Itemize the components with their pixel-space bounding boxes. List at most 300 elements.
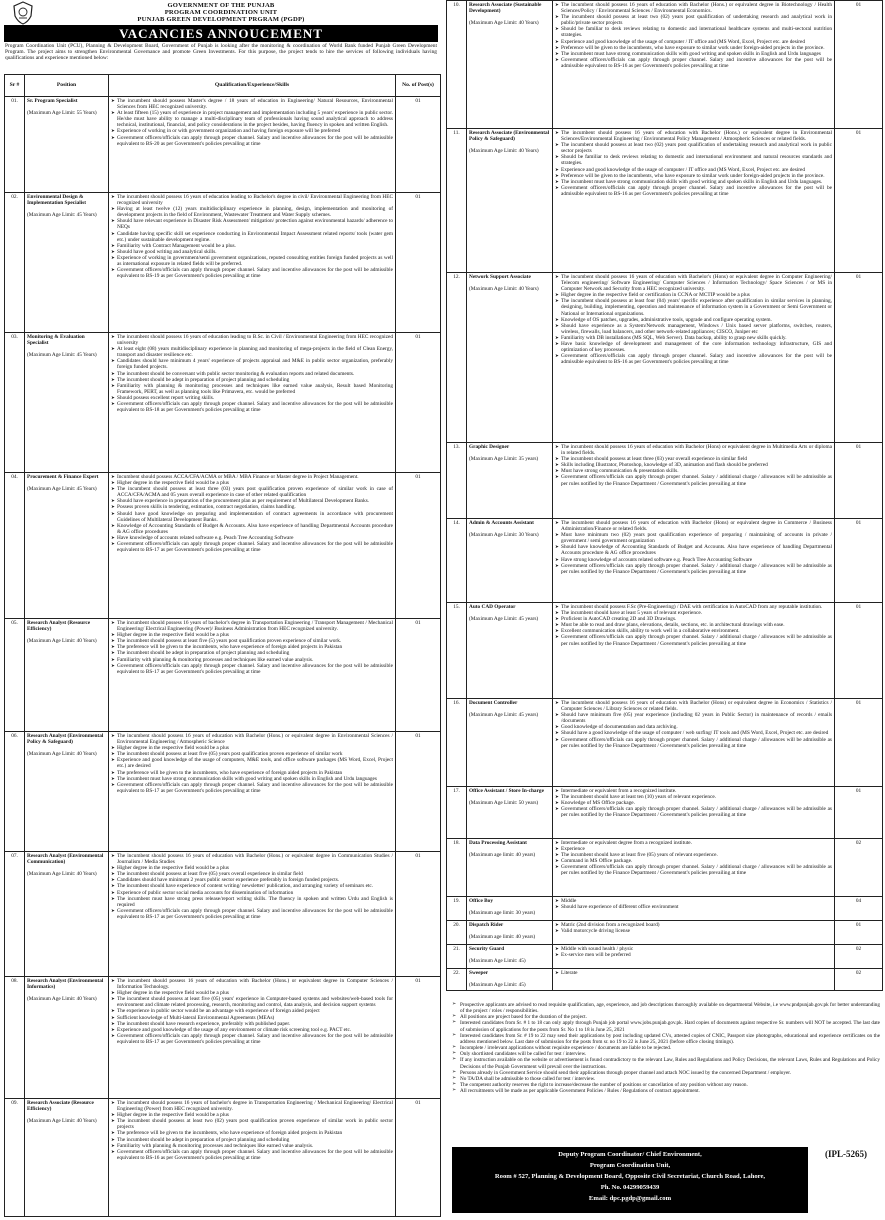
vacancy-qualification [553, 945, 835, 969]
vacancy-sr: 01. [5, 97, 25, 193]
qualification-item: ➤ Experience of working in government/semi government organizations, reputed consulting entities foreign funded projects as well as international exposure in related fields will be preferred. [111, 255, 393, 267]
vacancy-row [447, 921, 883, 945]
vacancy-position [467, 443, 553, 519]
qualification-item: ➤ Government officers/officials can apply through proper channel. Salary and incentive allowances for the post will be admissible equivalent to BS-16 as per Government's policies prevailing at time [111, 1149, 393, 1161]
vacancy-position [467, 787, 553, 839]
qualification-item: ➤ The incumbent should possess at least four (04) years' specific experience after qualification in similar services in planning, designing, building, implementing, operation and maintenance of information system in a Government or Semi Government or National or International organizations. [555, 298, 832, 316]
qualification-item: ➤ The experience in public sector would be an advantage with experience of foreign aided project [111, 1008, 393, 1014]
vacancy-row [5, 193, 441, 333]
qualification-item: ➤ Should be familiar to desk reviews relating to domestic and international healthcare systems and multi-sectoral nutrition strategies. [555, 26, 832, 38]
qualification-item: ➤ The incumbent should possess at least five (05) years post qualification proven experience of similar work [111, 751, 393, 757]
vacancy-row [447, 603, 883, 699]
vacancy-row [5, 977, 441, 1099]
vacancy-post-count: 04 [835, 897, 883, 921]
vacancy-position [25, 852, 109, 977]
qualification-item: ➤ The incumbent should possess 16 years of education leading to Bachelor's degree in civil/ Environmental Engineering from HEC recognized university [111, 194, 393, 206]
vacancy-qualification [553, 273, 835, 443]
position-title: Research Associate (Environmental Policy & Safeguard) [469, 130, 550, 143]
qualification-item: ➤ The incumbent should have at least five (05) years of relevant experience. [555, 852, 832, 858]
vacancy-sr: 05. [5, 619, 25, 732]
position-age-limit: (Maximum Age Limit: 50 years) [469, 800, 539, 807]
ipl-code: (IPL-5265) [825, 1149, 867, 1159]
position-age-limit: (Maximum Age Limit: 45) [469, 982, 526, 989]
vacancy-sr: 22. [447, 969, 467, 991]
position-age-limit: (Maximum Age Limit: 40 Years) [469, 148, 539, 155]
qualification-item: ➤ Government officers/officials can apply through proper channel. Salary and incentive allowances for the post will be admissible equivalent to BS-17 as per Government's policies prevailing at time [111, 663, 393, 675]
column-header-posts: No. of Post(s) [396, 75, 441, 97]
vacancy-position [25, 732, 109, 852]
qualification-item: ➤ Experience and good knowledge of the usage of computer / IT office and (MS Word, Excel, Project etc. are desired [555, 167, 832, 173]
qualification-item: ➤ Experience and good knowledge of the usage of computers, M&E tools, and office software packages (MS Word, Excel, Project etc.) are desired [111, 757, 393, 769]
vacancy-position [25, 473, 109, 619]
vacancy-position [25, 977, 109, 1099]
vacancy-sr: 09. [5, 1099, 25, 1217]
vacancy-qualification [109, 619, 396, 732]
position-age-limit: (Maximum Age Limit: 55 Years) [27, 110, 97, 117]
instruction-item: ➢ Incomplete / irrelevant applications without requisite experience / documents are liable to be rejected. [452, 1045, 880, 1051]
qualification-item: ➤ Familiarity with planning & monitoring processes and techniques like earned value analysis, Result based Monitoring Framework, PERT, as well as planning tools like Primavera, etc. would be preferred [111, 383, 393, 395]
position-age-limit: (Maximum Age Limit: 40 Years) [27, 996, 97, 1003]
position-title: Office Boy [469, 898, 493, 904]
qualification-item: ➤ Higher degree in the respective field would be a plus [111, 1112, 393, 1118]
qualification-item: ➤ Government officers/officials can apply through proper channel. Salary and incentive allowances for the post will be admissible equivalent to BS-17 as per Government's policies prevailing at time [111, 782, 393, 794]
qualification-item: ➤ Familiarity with planning & monitoring processes and techniques like earned value analysis. [111, 1143, 393, 1149]
instruction-item: ➢ Interested candidates from Sr. # 1 to 18 can only apply through Punjab job portal www.jobs.punjab.gov.pk. Hard copies of documents against respective Sr. numbers will NOT be accepted. The last date of submission of applications for the posts from Sr. No 1 to 18 is June 25, 2021 [452, 1020, 880, 1032]
qualification-item: ➤ Familiarity with DB installations (MS SQL, Web Server). Data backup, ability to grasp new skills quickly. [555, 335, 832, 341]
vacancy-post-count: 01 [835, 129, 883, 273]
qualification-item: ➤ Government officers/officials can apply through proper channel. Salary and incentive allowances for the post will be admissible equivalent to BS-16 as per Government's policies prevailing at time [555, 57, 832, 69]
qualification-item: ➤ Sufficient knowledge of Multi-lateral Environmental Agreements (MEAs) [111, 1015, 393, 1021]
vacancy-row [447, 699, 883, 787]
qualification-item: ➤ The incumbent should possess 16 years of education with Bachelor (Hons.) or equivalent degree in Environmental Sciences/Environmental Engineering / Environmental Policy Management / Atmospheric Sciences or related fields. [555, 130, 832, 142]
vacancy-row [5, 333, 441, 473]
vacancy-post-count: 01 [835, 921, 883, 945]
qualification-item: ➤ Should have a good knowledge of the usage of computer / web surfing/ IT tools and (MS Word, Excel, Project etc. are desired [555, 730, 832, 736]
vacancy-post-count: 01 [835, 1, 883, 129]
vacancies-table-right [446, 0, 883, 991]
vacancy-row [447, 519, 883, 603]
position-title: Security Guard [469, 946, 505, 952]
vacancy-sr: 18. [447, 839, 467, 897]
qualification-item: ➤ Have strong knowledge of accounts related software e.g. Peach Tree Accounting Software [555, 557, 832, 563]
vacancy-sr: 15. [447, 603, 467, 699]
qualification-item: ➤ Have basic knowledge of development and management of the core information technology infrastructure, GIS and optimization of key processes. [555, 341, 832, 353]
vacancy-row [447, 129, 883, 273]
qualification-item: ➤ The incumbent should have experience of content writing/ newsletter/ publication, and arranging variety of seminars etc. [111, 883, 393, 889]
vacancy-post-count: 01 [396, 977, 441, 1099]
qualification-item: ➤ Familiarity with Contract Management would be a plus. [111, 243, 393, 249]
vacancy-qualification [109, 333, 396, 473]
qualification-item: ➤ Government officers/officials can apply through proper channel. Salary / additional charge / allowances will be admissible as per rules notified by the Finance Department / Government's policies prevailing at time [555, 806, 832, 818]
vacancy-position [467, 129, 553, 273]
position-title: Data Processing Assistant [469, 840, 527, 846]
vacancy-row [447, 273, 883, 443]
qualification-item: ➤ The incumbent should possess at least five (05) years' experience in Computer-based systems and websites/web-based tools for environment and climate related processing, research, monitoring and control, data analysis, and decision support systems [111, 996, 393, 1008]
vacancy-row [447, 443, 883, 519]
qualification-item: ➤ Candidates should have minimum 4 years' experience of projects appraisal and M&E in public sector organization, preferably foreign funded projects. [111, 358, 393, 370]
qualification-item: ➤ Having at least twelve (12) years multidisciplinary experience in planning, design, implementation and monitoring of development projects in the field of Environment, Wastewater Treatment and Water Supply schemes. [111, 206, 393, 218]
qualification-item: ➤ Knowledge of Accounting Standards of Budget & Accounts. Also have experience of handling Departmental Accounts procedure & AG office procedures [111, 523, 393, 535]
qualification-item: ➤ Government officers/officials can apply through proper channel. Salary and incentive allowances for the post will be admissible equivalent to BS-16 as per Government's policies prevailing at time [555, 353, 832, 365]
vacancy-post-count: 01 [835, 273, 883, 443]
program-title: PUNJAB GREEN DEVELOPMENT PRGRAM (PGDP) [137, 16, 305, 24]
qualification-item: ➤ Candidate having specific skill set experience conducting in Environmental Impact Assessment related reports/ tools (water gem etc.) under sustainable development regime. [111, 231, 393, 243]
qualification-item: ➤ Government officers/officials can apply through proper channel. Salary and incentive allowances for the post will be admissible equivalent to BS-19 as per Government's policies prevailing at time [111, 267, 393, 279]
qualification-item: ➤ The incumbent should possess 16 years of education leading to B.Sc. in Civil / Environmental Engineering from HEC recognized university [111, 334, 393, 346]
qualification-item: ➤ The incumbent should possess 16 years of education with Bachelor (Hons) or equivalent degree in Economics / Statistics / Computer Sciences / Library Sciences or related fields. [555, 700, 832, 712]
vacancy-qualification [553, 897, 835, 921]
vacancy-position [25, 333, 109, 473]
qualification-item: ➤ Ex-service men will be preferred [555, 952, 832, 958]
position-age-limit: (Maximum Age Limit: 45) [469, 958, 526, 965]
qualification-item: ➤ Government officers/officials can apply through proper channel. Salary and incentive allowances for the post will be admissible equivalent to BS-17 as per Government's policies prevailing at time [111, 908, 393, 920]
qualification-item: ➤ Matric (2nd division from a recognized board) [555, 922, 832, 928]
vacancy-position [467, 839, 553, 897]
position-age-limit: (Maximum Age Limit: 45 Years) [27, 352, 97, 359]
qualification-item: ➤ Experience and good knowledge of the usage of computer / IT office and (MS Word, Excel, Project etc. are desired [555, 39, 832, 45]
vacancy-post-count: 01 [396, 732, 441, 852]
column-header-position: Position [25, 75, 109, 97]
instruction-item: ➢ All recruitments will be made as per applicable Government Policies / Rules / Regulations of contract appointment. [452, 1088, 880, 1094]
vacancy-row [447, 897, 883, 921]
vacancy-qualification [109, 1099, 396, 1217]
qualification-item: ➤ The incumbent should have at least ten (10) years of relevant experience. [555, 794, 832, 800]
qualification-item: ➤ The incumbent should possess 16 years of bachelor's degree in Transportation Engineering / Mechanical Engineering/ Electrical Engineering (Power) from HEC recognized university. [111, 1100, 393, 1112]
vacancy-position [467, 969, 553, 991]
vacancy-post-count: 01 [396, 1099, 441, 1217]
right-column [446, 0, 883, 1220]
qualification-item: ➤ The incumbent should be conversant with public sector monitoring & evaluation reports and related documents. [111, 371, 393, 377]
vacancy-row [447, 787, 883, 839]
position-title: Document Controller [469, 700, 518, 706]
vacancy-post-count: 01 [835, 699, 883, 787]
qualification-item: ➤ The incumbent should possess at least three (03) years post qualification proven experience of similar work in case of ACCA/CFA/ACMA and 05 years overall experience in case of other related qualification [111, 486, 393, 498]
qualification-item: ➤ The incumbent should possess at least five (05) years overall experience in similar field [111, 871, 393, 877]
qualification-item: ➤ Must have strong communication & presentation skills. [555, 468, 832, 474]
vacancy-qualification [553, 699, 835, 787]
vacancy-qualification [553, 839, 835, 897]
vacancy-post-count: 01 [835, 519, 883, 603]
qualification-item: ➤ Should have relevant experience in Disaster Risk Assessment/ mitigation/ protection against environmental hazards/ adherence to NEQs [111, 218, 393, 230]
qualification-item: ➤ Possess proven skills in tendering, estimation, contract negotiation, claims handling. [111, 504, 393, 510]
qualification-item: ➤ Government officers/officials can apply through proper channel. Salary / additional charge / allowances will be admissible as per rules notified by the Finance Department / Government's policies prevailing at time [555, 737, 832, 749]
vacancy-post-count: 01 [835, 443, 883, 519]
vacancy-qualification [553, 921, 835, 945]
vacancy-qualification [553, 129, 835, 273]
instruction-item: ➢ If any instruction available on the website or advertisement is found contradictory to the relevant Law, Rules and Regulations and Policy Decisions, the relevant Laws, Rules and Regulations and Policy Decisions of the Punjab Government will prevail over the instructions. [452, 1057, 880, 1069]
vacancy-sr: 20. [447, 921, 467, 945]
qualification-item: ➤ The incumbent must have strong communication skills with good writing and spoken skills in English and Urdu languages [555, 51, 832, 57]
vacancy-position [467, 1, 553, 129]
qualification-item: ➤ Government officers/officials can apply through proper channel. Salary / additional charge / allowances will be admissible as per rules notified by the Finance Department / Government's policies prevailing at time [555, 474, 832, 486]
vacancy-post-count: 01 [396, 333, 441, 473]
qualification-item: ➤ The incumbent should possess 16 years of education with Bachelor (Hons) or equivalent degree in Multimedia Arts or diploma in related fields. [555, 444, 832, 456]
column-header-qualification: Qualification/Experience/Skills [109, 75, 396, 97]
position-title: Office Assistant / Store In-charge [469, 788, 544, 794]
instruction-item: ➢ Interested candidates from Sr. # 19 to 22 may send their applications by post including updated CVs, attested copies of CNIC, Passport size photographs, educational and experience certificates on the address mentioned below. Last date of submission for the posts from sr. no 19 to 22 is June 25, 2021 (before office closing timings). [452, 1033, 880, 1045]
punjab-emblem-icon [12, 1, 34, 25]
position-title: Research Analyst (Environmental Informatics) [27, 978, 104, 991]
qualification-item: ➤ Good knowledge of documentation and data archiving. [555, 724, 832, 730]
vacancy-qualification [553, 603, 835, 699]
qualification-item: ➤ The incumbent should possess 16 years of education with Bachelor (Hons.) or equivalent degree in Computer Sciences / Information Technology. [111, 978, 393, 990]
vacancy-post-count: 01 [835, 787, 883, 839]
qualification-item: ➤ Familiarity with planning & monitoring processes and techniques like earned value analysis. [111, 657, 393, 663]
qualification-item: ➤ Incumbent should possess ACCA/CFA/ACMA or MBA / MBA Finance or Master degree in Project Management. [111, 474, 393, 480]
vacancy-post-count: 01 [396, 193, 441, 333]
instruction-item: ➢ Persons already in Government Service should send their applications through proper channel and attach NOC issued by the concerned Department / employer. [452, 1070, 880, 1076]
vacancy-qualification [553, 969, 835, 991]
left-column [0, 0, 442, 1220]
vacancy-row [5, 619, 441, 732]
vacancy-post-count: 01 [396, 473, 441, 619]
vacancies-banner: VACANCIES ANNOUCEMENT [4, 25, 438, 42]
vacancy-row [447, 969, 883, 991]
qualification-item: ➤ Should have minimum five (05) year experience (including 02 years in Public Sector) in maintenance of records / emails /documents [555, 712, 832, 724]
qualification-item: ➤ Government officers/officials can apply through proper channel. Salary and incentive allowances for the post will be admissible equivalent to BS-17 as per Government's policies prevailing at time [111, 1033, 393, 1045]
vacancy-sr: 11. [447, 129, 467, 273]
qualification-item: ➤ The incumbent must have strong press release/report writing skills. The fluency in spoken and written Urdu and English is required [111, 896, 393, 908]
vacancy-row [5, 1099, 441, 1217]
position-title: Graphic Designer [469, 444, 510, 450]
qualification-item: ➤ The incumbent must have strong communication skills with good writing and spoken skills in English and Urdu languages [111, 776, 393, 782]
contact-footer [452, 1147, 808, 1213]
qualification-item: ➤ Candidates should have minimum 2 years public sector experience preferably in foreign funded projects. [111, 877, 393, 883]
qualification-item: ➤ Proficient in AutoCAD creating 2D and 3D Drawings. [555, 616, 832, 622]
vacancy-sr: 04. [5, 473, 25, 619]
qualification-item: ➤ Middle [555, 898, 832, 904]
position-age-limit: (Maximum age limit: 40 years) [469, 852, 536, 859]
vacancy-sr: 14. [447, 519, 467, 603]
position-age-limit: (Maximum Age Limit: 30 Years) [469, 532, 539, 539]
qualification-item: ➤ Valid motorcycle driving license [555, 928, 832, 934]
vacancy-position [467, 603, 553, 699]
qualification-item: ➤ The incumbent should be adept in preparation of project planning and scheduling [111, 377, 393, 383]
vacancy-qualification [109, 193, 396, 333]
qualification-item: ➤ The incumbent should possess 16 years of education with Bachelor (Hons.) or equivalent degree in Communication Studies / Journalism / Media Studies [111, 853, 393, 865]
vacancy-position [467, 519, 553, 603]
vacancy-sr: 02. [5, 193, 25, 333]
position-age-limit: (Maximum Age Limit: 35 years) [469, 456, 539, 463]
vacancy-qualification [109, 732, 396, 852]
vacancy-sr: 10. [447, 1, 467, 129]
qualification-item: ➤ Experience of working in or with government organization and having foreign exposure will be preferred [111, 128, 393, 134]
position-age-limit: (Maximum age limit: 30 years) [469, 910, 536, 917]
position-age-limit: (Maximum Age Limit: 45 Years) [27, 486, 97, 493]
qualification-item: ➤ The incumbent should possess at least five (5) years post qualification proven experience of similar work. [111, 638, 393, 644]
vacancy-qualification [553, 1, 835, 129]
vacancy-sr: 17. [447, 787, 467, 839]
vacancy-position [467, 699, 553, 787]
vacancy-row [447, 945, 883, 969]
vacancy-sr: 16. [447, 699, 467, 787]
qualification-item: ➤ The incumbent should possess at least two (02) years post qualification of undertaking research and analytical work in public sector projects [555, 142, 832, 154]
qualification-item: ➤ The incumbent must have strong communication skills with good writing and spoken skills in English and Urdu languages. [555, 179, 832, 185]
qualification-item: ➤ Intermediate or equivalent degree from a recognized institute. [555, 840, 832, 846]
vacancy-position [25, 1099, 109, 1217]
qualification-item: ➤ Government officers/officials can apply through proper channel. Salary / additional charge / allowances will be admissible as per rules notified by the Finance Department / Government's policies prevailing at time [555, 864, 832, 876]
footer-email[interactable]: Email: dpc.pgdp@gmail.com [588, 1195, 672, 1202]
footer-designation: Deputy Program Coordinator/ Chief Environment, [558, 1151, 702, 1158]
qualification-item: ➤ Should be familiar to desk reviews relating to domestic and international environment and natural resources standards and strategies. [555, 154, 832, 166]
position-title: Admin & Accounts Assistant [469, 520, 534, 526]
vacancy-post-count: 01 [835, 603, 883, 699]
vacancy-position [467, 945, 553, 969]
footer-unit: Program Coordination Unit, [589, 1162, 671, 1169]
qualification-item: ➤ The preference will be given to the incumbents, who have experience of foreign aided projects in Pakistan [111, 1130, 393, 1136]
vacancy-sr: 07. [5, 852, 25, 977]
qualification-item: ➤ Government officers/officials can apply through proper channel. Salary / additional charge / allowances will be admissible as per rules notified by the Finance Department / Government's policies prevailing at time [555, 634, 832, 646]
footer-phone: Ph. No. 04299059439 [600, 1184, 660, 1191]
vacancy-row [5, 97, 441, 193]
vacancy-post-count: 01 [396, 852, 441, 977]
position-title: Sr. Program Specialist [27, 98, 78, 104]
qualification-item: ➤ The incumbent should possess 16 years of bachelor's degree in Transportation Engineering / Transport Management / Mechanical Engineering/ Electrical Engineering (Power)/ Business Administration from HEC recognized university. [111, 620, 393, 632]
qualification-item: ➤ Excellent communication skills, ability to work well in a collaborative environment. [555, 628, 832, 634]
qualification-item: ➤ Experience of public sector social media accounts for dissemination of information [111, 890, 393, 896]
qualification-item: ➤ The preference will be given to the incumbents, who have experience of foreign aided projects in Pakistan [111, 644, 393, 650]
vacancy-sr: 12. [447, 273, 467, 443]
intro-paragraph: Program Coordination Unit (PCU), Planning & Development Board, Government of Punjab is looking after the monitoring & coordination of World Bank funded Punjab Green Development Program. The project aims to strengthen Environmental Governance and promote Green Investments. For this purpose, the project tends to hire the services of following individuals having qualifications and experience mentioned below: [5, 42, 437, 62]
instruction-item: ➢ All positions are project based for the duration of the project. [452, 1014, 880, 1020]
qualification-item: ➤ Have knowledge of accounts related software e.g. Peach Tree Accounting Software [111, 535, 393, 541]
vacancy-qualification [109, 473, 396, 619]
vacancy-position [25, 97, 109, 193]
position-age-limit: (Maximum Age Limit: 40 Years) [469, 286, 539, 293]
qualification-item: ➤ The incumbent should have at least 5 years of relevant experience. [555, 610, 832, 616]
position-age-limit: (Maximum Age Limit: 45 Years) [27, 212, 97, 219]
instructions-list [452, 1002, 880, 1094]
column-header-sr: Sr # [5, 75, 25, 97]
vacancy-position [25, 193, 109, 333]
qualification-item: ➤ The incumbent should possess 16 years of education with Bachelor (Hons.) or equivalent degree in Biotechnology / Health Sciences/Policy / Environmental Sciences / Environmental Economics. [555, 2, 832, 14]
position-title: Network Support Associate [469, 274, 531, 280]
qualification-item: ➤ Experience and good knowledge of the usage of any environment or climate risk screening tool e.g. PACT etc. [111, 1027, 393, 1033]
vacancy-qualification [109, 977, 396, 1099]
position-title: Sweeper [469, 970, 489, 976]
position-title: Research Associate (Resource Efficiency) [27, 1100, 94, 1113]
vacancy-qualification [553, 443, 835, 519]
qualification-item: ➤ Knowledge of OS patches, upgrades, administrative tools, upgrade and configure operating system. [555, 317, 832, 323]
qualification-item: ➤ Higher degree in the respective field or certification in CCNA or MCTIP would be a plus [555, 292, 832, 298]
qualification-item: ➤ Higher degree in the respective field would be a plus [111, 632, 393, 638]
qualification-item: ➤ Higher degree in the respective field would be a plus [111, 865, 393, 871]
qualification-item: ➤ Government officers/officials can apply through proper channel. Salary and incentive allowances for the post will be admissible equivalent to BS-16 as per Government's policies prevailing at time [555, 185, 832, 197]
position-title: Research Analyst (Environmental Communication) [27, 853, 104, 866]
qualification-item: ➤ The incumbent should be adept in preparation of project planning and scheduling [111, 1137, 393, 1143]
position-title: Research Analyst (Environmental Policy & Safeguard) [27, 733, 104, 746]
qualification-item: ➤ Higher degree in the respective field would be a plus [111, 480, 393, 486]
qualification-item: ➤ Should have experience as a System/Network management, Windows / Unix based server platforms, switches, routers, wireless, firewalls, load balancers, and other network-related appliances; CISCO, Juniper etc [555, 323, 832, 335]
qualification-item: ➤ Must be able to read and draw plans, elevations, details, sections, etc. in architectural drawings with ease. [555, 622, 832, 628]
qualification-item: ➤ Should have experience in preparation of the procurement plan as per requirement of Multilateral Development Banks. [111, 498, 393, 504]
qualification-item: ➤ Should have experience of different office environment [555, 904, 832, 910]
position-title: Research Associate (Sustainable Development) [469, 2, 542, 15]
vacancy-position [467, 921, 553, 945]
qualification-item: ➤ Experience [555, 846, 832, 852]
qualification-item: ➤ Literate [555, 970, 832, 976]
qualification-item: ➤ Intermediate or equivalent from a recognized institute. [555, 788, 832, 794]
vacancy-sr: 21. [447, 945, 467, 969]
position-age-limit: (Maximum Age Limit: 45 years) [469, 712, 539, 719]
vacancy-post-count: 02 [835, 945, 883, 969]
position-title: Research Analyst (Resource Efficiency) [27, 620, 91, 633]
vacancy-qualification [553, 787, 835, 839]
vacancy-sr: 08. [5, 977, 25, 1099]
qualification-item: ➤ Middle with sound health / physic [555, 946, 832, 952]
qualification-item: ➤ Must have minimum two (02) years post qualification experience of preparing / maintaining of accounts in private / government / semi government organization [555, 532, 832, 544]
position-title: Auto CAD Operator [469, 604, 516, 610]
vacancy-qualification [553, 519, 835, 603]
position-age-limit: (Maximum Age Limit: 40 Years) [469, 20, 539, 27]
position-age-limit: (Maximum Age Limit: 45 years) [469, 616, 539, 623]
qualification-item: ➤ Should have knowledge of Accounting Standards of Budget and Accounts. Also have experience of handling Departmental Accounts procedure & AG office procedures [555, 544, 832, 556]
vacancy-row [5, 732, 441, 852]
qualification-item: ➤ Preference will be given to the incumbents, who have exposure to similar work under foreign-aided projects in the province. [555, 45, 832, 51]
qualification-item: ➤ At least eight (08) years multidisciplinary experience in planning and monitoring of mega-projects in the field of Clean Energy, transport and disaster resilience etc. [111, 346, 393, 358]
position-title: Procurement & Finance Expert [27, 474, 99, 480]
position-age-limit: (Maximum Age Limit: 40 Years) [27, 751, 97, 758]
position-title: Environmental Design & Implementation Specialist [27, 194, 87, 207]
vacancy-sr: 06. [5, 732, 25, 852]
vacancy-row [5, 473, 441, 619]
qualification-item: ➤ The incumbent should possess 16 years of education with Bachelor (Hons.) or equivalent degree in Environmental Sciences / Environmental Engineering / Atmospheric Science [111, 733, 393, 745]
qualification-item: ➤ The preference will be given to the incumbents, who have experience of foreign aided projects in Pakistan [111, 770, 393, 776]
instruction-item: ➢ Only shortlisted candidates will be called for test / interview. [452, 1051, 880, 1057]
qualification-item: ➤ Government officers/officials can apply through proper channel. Salary and incentive allowances for the post will be admissible equivalent to BS-20 as per Government's policies prevailing at time [111, 135, 393, 147]
qualification-item: ➤ The incumbent should possess at least three (03) year overall experience in similar field [555, 456, 832, 462]
qualification-item: ➤ At least fifteen (15) years of experience in project management and implementation including 5 years' experience in public sector. He/she must have ability to manage a multi-disciplinary team of professionals having sound analytical approach to address technical, institutional, financial, and policy considerations in the project besides, having fluency in spoken and written English. [111, 110, 393, 128]
position-title: Monitoring & Evaluation Specialist [27, 334, 85, 347]
qualification-item: ➤ The incumbent should be adept in preparation of project planning and scheduling [111, 650, 393, 656]
government-title: GOVERNMENT OF THE PUNJAB [167, 2, 275, 9]
qualification-item: ➤ Should possess excellent report writing skills. [111, 395, 393, 401]
vacancy-position [467, 897, 553, 921]
qualification-item: ➤ Knowledge of MS Office package. [555, 800, 832, 806]
vacancy-post-count: 01 [396, 97, 441, 193]
position-age-limit: (Maximum Age Limit: 40 Years) [27, 871, 97, 878]
qualification-item: ➤ The incumbent should possess 16 years of education with Bachelor's (Hons) or equivalent degree in Computer Engineering/ Telecom engineering/ Software Engineering/ Computer Sciences / Information Technology/ Space Sciences / or MS in Computer Network and Security from a HEC recognized university. [555, 274, 832, 292]
qualification-item: ➤ Higher degree in the respective field would be a plus [111, 745, 393, 751]
vacancy-row [447, 1, 883, 129]
position-age-limit: (Maximum Age Limit: 40 Years) [27, 638, 97, 645]
announcement-header [0, 0, 442, 24]
qualification-item: ➤ Should have good writing and analytical skills. [111, 249, 393, 255]
vacancy-qualification [109, 852, 396, 977]
qualification-item: ➤ Higher degree in the respective field would be a plus [111, 990, 393, 996]
instruction-item: ➢ Prospective applicants are advised to read requisite qualification, age, experience, and job descriptions thoroughly available on departmental Website, i.e www.pndpunjab.gov.pk for better understanding of the project / roles / responsibilities. [452, 1002, 880, 1014]
vacancy-sr: 13. [447, 443, 467, 519]
qualification-item: ➤ Should have good knowledge on preparing and implementation of contract agreements in accordance with procurement Guidelines of Multilateral Development Banks. [111, 511, 393, 523]
footer-address: Room # 527, Planning & Development Board, Opposite Civil Secretariat, Church Road, Lahore, [494, 1173, 766, 1180]
vacancy-position [467, 273, 553, 443]
vacancy-qualification [109, 97, 396, 193]
qualification-item: ➤ Government officers/officials can apply through proper channel. Salary and incentive allowances for the post will be admissible equivalent to BS-17 as per Government's policies prevailing at time [111, 541, 393, 553]
instruction-item: ➢ No TA/DA shall be admissible to those called for test / interview. [452, 1076, 880, 1082]
qualification-item: ➤ Government officers/officials can apply through proper channel. Salary / additional charge / allowances will be admissible as per rules notified by the Finance Department / Government's policies prevailing at time [555, 563, 832, 575]
vacancy-row [447, 839, 883, 897]
qualification-item: ➤ Skills including Illustrator, Photoshop, knowledge of 3D, animation and flash should be preferred [555, 462, 832, 468]
vacancy-post-count: 02 [835, 969, 883, 991]
qualification-item: ➤ The incumbent should possess F.Sc (Pre-Engineering) / DAE with certification in AutoCAD from any reputable institution. [555, 604, 832, 610]
qualification-item: ➤ The incumbent should possess 16 years of education with Bachelor (Hons) or equivalent degree in Commerce / Business Administration/Finance or related fields. [555, 520, 832, 532]
unit-title: PROGRAM COORDINATION UNIT [164, 9, 278, 17]
vacancy-post-count: 02 [835, 839, 883, 897]
qualification-item: ➤ Government officers/officials can apply through proper channel. Salary and incentive allowances for the post will be admissible equivalent to BS-18 as per Government's policies prevailing at time [111, 401, 393, 413]
qualification-item: ➤ Command in MS Office package. [555, 858, 832, 864]
qualification-item: ➤ The incumbent should possess at least two (02) years post qualification of undertaking research and analytical work in public/private sector projects [555, 14, 832, 26]
vacancy-post-count: 01 [396, 619, 441, 732]
